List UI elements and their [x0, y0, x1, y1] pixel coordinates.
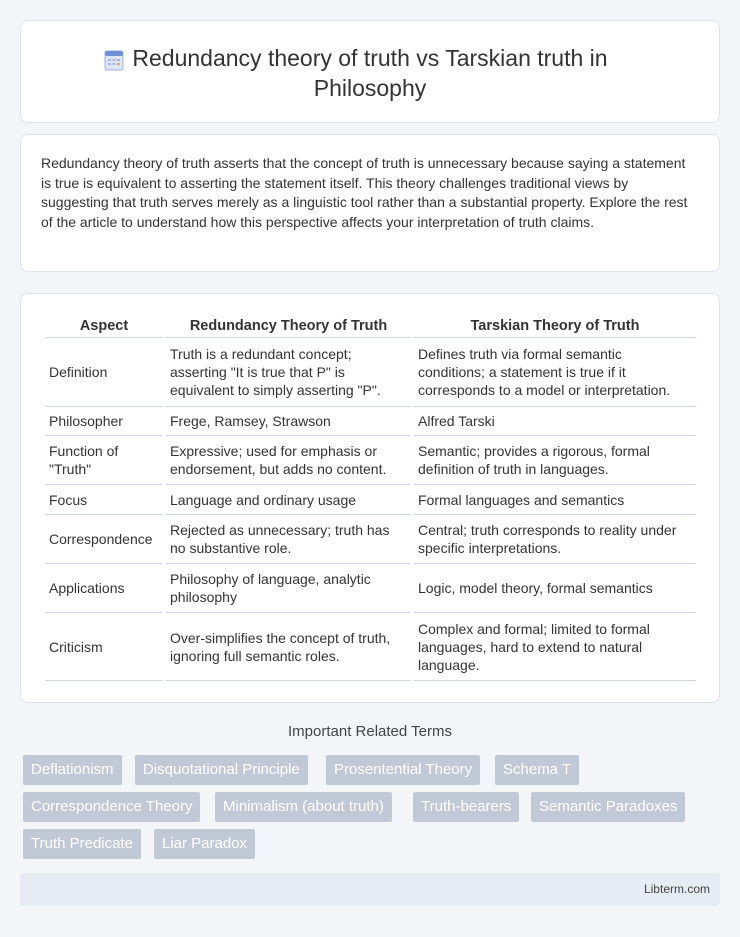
table-row: [45, 338, 696, 407]
related-terms-title: Important Related Terms: [288, 723, 452, 740]
tag-deflationism[interactable]: Deflationism: [23, 755, 122, 785]
row-aspect: Function of "Truth": [45, 436, 163, 485]
table-row: [45, 564, 696, 613]
tag-correspondence-theory[interactable]: Correspondence Theory: [23, 792, 200, 822]
header-redundancy: Redundancy Theory of Truth: [166, 314, 411, 338]
table-row: [45, 613, 696, 681]
footer: [20, 873, 720, 906]
footer-site-link[interactable]: Libterm.com: [643, 882, 710, 896]
header-aspect: Aspect: [45, 314, 163, 338]
tag-disquotational-principle[interactable]: Disquotational Principle: [135, 755, 308, 785]
comparison-table: [42, 314, 699, 681]
table-row: [45, 485, 696, 515]
tag-truth-bearers[interactable]: Truth-bearers: [413, 792, 519, 822]
row-aspect: Philosopher: [45, 407, 163, 436]
row-redundancy: Frege, Ramsey, Strawson: [166, 407, 411, 436]
row-tarskian: Formal languages and semantics: [414, 485, 696, 515]
table-row: [45, 515, 696, 564]
tag-liar-paradox[interactable]: Liar Paradox: [154, 829, 255, 859]
row-redundancy: Language and ordinary usage: [166, 485, 411, 515]
tag-truth-predicate[interactable]: Truth Predicate: [23, 829, 141, 859]
table-row: [45, 436, 696, 485]
row-redundancy: Over-simplifies the concept of truth, ignoring full semantic roles.: [166, 613, 411, 681]
page-title-line1: Redundancy theory of truth vs Tarskian truth in: [132, 45, 608, 71]
row-redundancy: Rejected as unnecessary; truth has no substantive role.: [166, 515, 411, 564]
tag-semantic-paradoxes[interactable]: Semantic Paradoxes: [531, 792, 685, 822]
tag-schema-t[interactable]: Schema T: [495, 755, 579, 785]
row-aspect: Definition: [45, 338, 163, 407]
row-redundancy: Truth is a redundant concept; asserting "It is true that P" is equivalent to simply asserting "P".: [166, 338, 411, 407]
row-tarskian: Central; truth corresponds to reality under specific interpretations.: [414, 515, 696, 564]
row-tarskian: Complex and formal; limited to formal languages, hard to extend to natural language.: [414, 613, 696, 681]
row-tarskian: Alfred Tarski: [414, 407, 696, 436]
tag-prosentential-theory[interactable]: Prosentential Theory: [326, 755, 480, 785]
header-tarskian: Tarskian Theory of Truth: [414, 314, 696, 338]
row-tarskian: Defines truth via formal semantic conditions; a statement is true if it corresponds to a model or interpretation.: [414, 338, 696, 407]
row-aspect: Focus: [45, 485, 163, 515]
page-title: [21, 43, 719, 103]
row-aspect: Criticism: [45, 613, 163, 681]
comparison-card: [20, 293, 720, 703]
row-aspect: Applications: [45, 564, 163, 613]
row-tarskian: Logic, model theory, formal semantics: [414, 564, 696, 613]
row-tarskian: Semantic; provides a rigorous, formal definition of truth in languages.: [414, 436, 696, 485]
intro-card: [20, 134, 720, 272]
title-card: [20, 20, 720, 123]
intro-paragraph: Redundancy theory of truth asserts that the concept of truth is unnecessary because saying a statement is true is equivalent to asserting the statement itself. This theory challenges traditional views by suggesting that truth serves merely as a linguistic tool rather than a substantial property. Explore the rest of the article to understand how this perspective affects your interpretation of truth claims.: [41, 155, 688, 230]
tag-minimalism[interactable]: Minimalism (about truth): [215, 792, 392, 822]
row-redundancy: Philosophy of language, analytic philosophy: [166, 564, 411, 613]
table-row: [45, 407, 696, 436]
page-title-line2: Philosophy: [313, 75, 427, 101]
table-header-row: [45, 314, 696, 338]
row-redundancy: Expressive; used for emphasis or endorsement, but adds no content.: [166, 436, 411, 485]
row-aspect: Correspondence: [45, 515, 163, 564]
